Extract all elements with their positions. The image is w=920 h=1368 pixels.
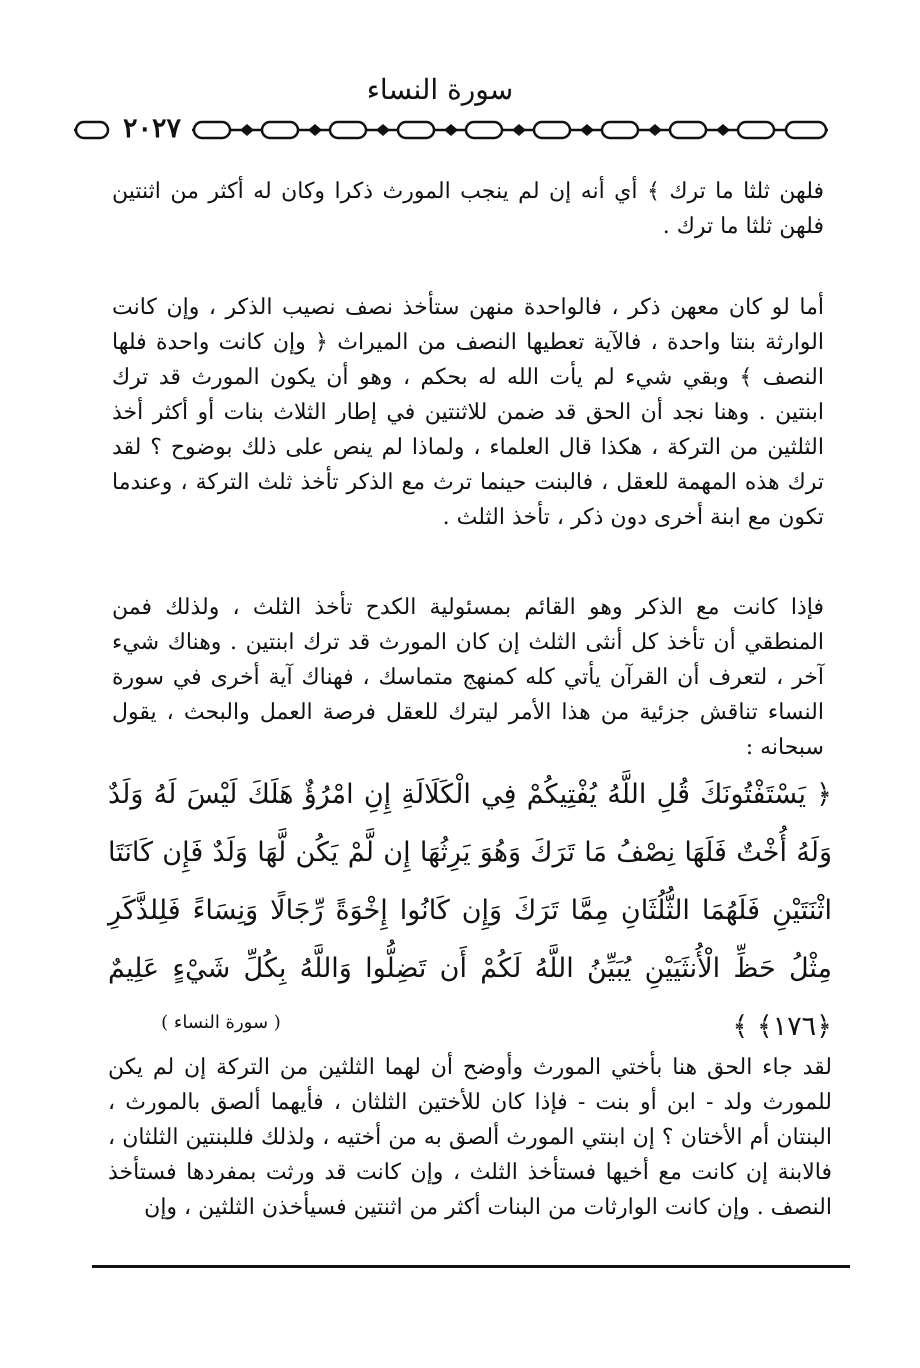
paragraph-3: فإذا كانت مع الذكر وهو القائم بمسئولية الكدح تأخذ الثلث ، ولذلك فمن المنطقي أن تأخذ كل أنثى الثلث إن كان المورث قد ترك ابنتين . وهناك شيء آخر ، لتعرف أن القرآن يأتي كله كمنهج متماسك ، فهناك آية أخرى في سورة النساء تناقش جزئية من هذا الأمر ليترك للعقل فرصة العمل والبحث ، يقول سبحانه : — [112, 595, 824, 760]
quran-verse: ﴿ يَسْتَفْتُونَكَ قُلِ اللَّهُ يُفْتِيكُمْ فِي الْكَلَالَةِ إِنِ امْرُؤٌ هَلَكَ لَيْسَ لَهُ وَلَدٌ وَلَهُ أُخْتٌ فَلَهَا نِصْفُ مَا تَرَكَ وَهُوَ يَرِثُهَا إِن لَّمْ يَكُن لَّهَا وَلَدٌ فَإِن كَانَتَا اثْنَتَيْنِ فَلَهُمَا الثُّلُثَانِ مِمَّا تَرَكَ وَإِن كَانُوا إِخْوَةً رِّجَالًا وَنِسَاءً فَلِلذَّكَرِ مِثْلُ حَظِّ الْأُنثَيَيْنِ يُبَيِّنُ اللَّهُ لَكُمْ أَن تَضِلُّوا وَاللَّهُ بِكُلِّ شَيْءٍ عَلِيمٌ ﴿١٧٦﴾ ﴾ — [108, 779, 832, 1042]
bottom-rule — [92, 1265, 850, 1268]
paragraph-2: أما لو كان معهن ذكر ، فالواحدة منهن ستأخذ نصف نصيب الذكر ، وإن كانت الوارثة بنتا واحدة ، فالآية تعطيها النصف من الميراث ﴿ وإن كانت واحدة فلها النصف ﴾ وبقي شيء لم يأت الله له بحكم ، وهو أن يكون المورث قد ترك ابنتين . وهنا نجد أن الحق قد ضمن للاثنتين في إطار الثلاث بنات أو أكثر أخذ الثلثين من التركة ، هكذا قال العلماء ، ولماذا لم ينص على ذلك بوضوح ؟ لقد ترك هذه المهمة للعقل ، فالبنت حينما ترث مع الذكر تأخذ ثلث التركة ، وعندما تكون مع ابنة أخرى دون ذكر ، تأخذ الثلث . — [112, 295, 824, 530]
paragraph-5: لقد جاء الحق هنا بأختي المورث وأوضح أن لهما الثلثين من التركة إن لم يكن للمورث ولد - ابن أو بنت - فإذا كان للأختين الثلثان ، فأيهما ألصق بالمورث ، البنتان أم الأختان ؟ إن ابنتي المورث ألصق به من أختيه ، ولذلك فللبنتين الثلثان ، فالابنة إن كانت مع أخيها فستأخذ الثلث ، وإن كانت قد ورثت بمفردها فستأخذ النصف . وإن كانت الوارثات من البنات أكثر من اثنتين فسيأخذن الثلثين ، وإن — [108, 1055, 832, 1220]
verse-reference: ( سورة النساء ) — [161, 1012, 281, 1033]
paragraph-1: فلهن ثلثا ما ترك ﴾ أي أنه إن لم ينجب المورث ذكرا وكان له أكثر من اثنتين فلهن ثلثا ما ترك . — [112, 179, 824, 239]
surah-title: سورة النساء — [366, 73, 514, 106]
page-number: ٢٠٢٧ — [122, 113, 181, 144]
